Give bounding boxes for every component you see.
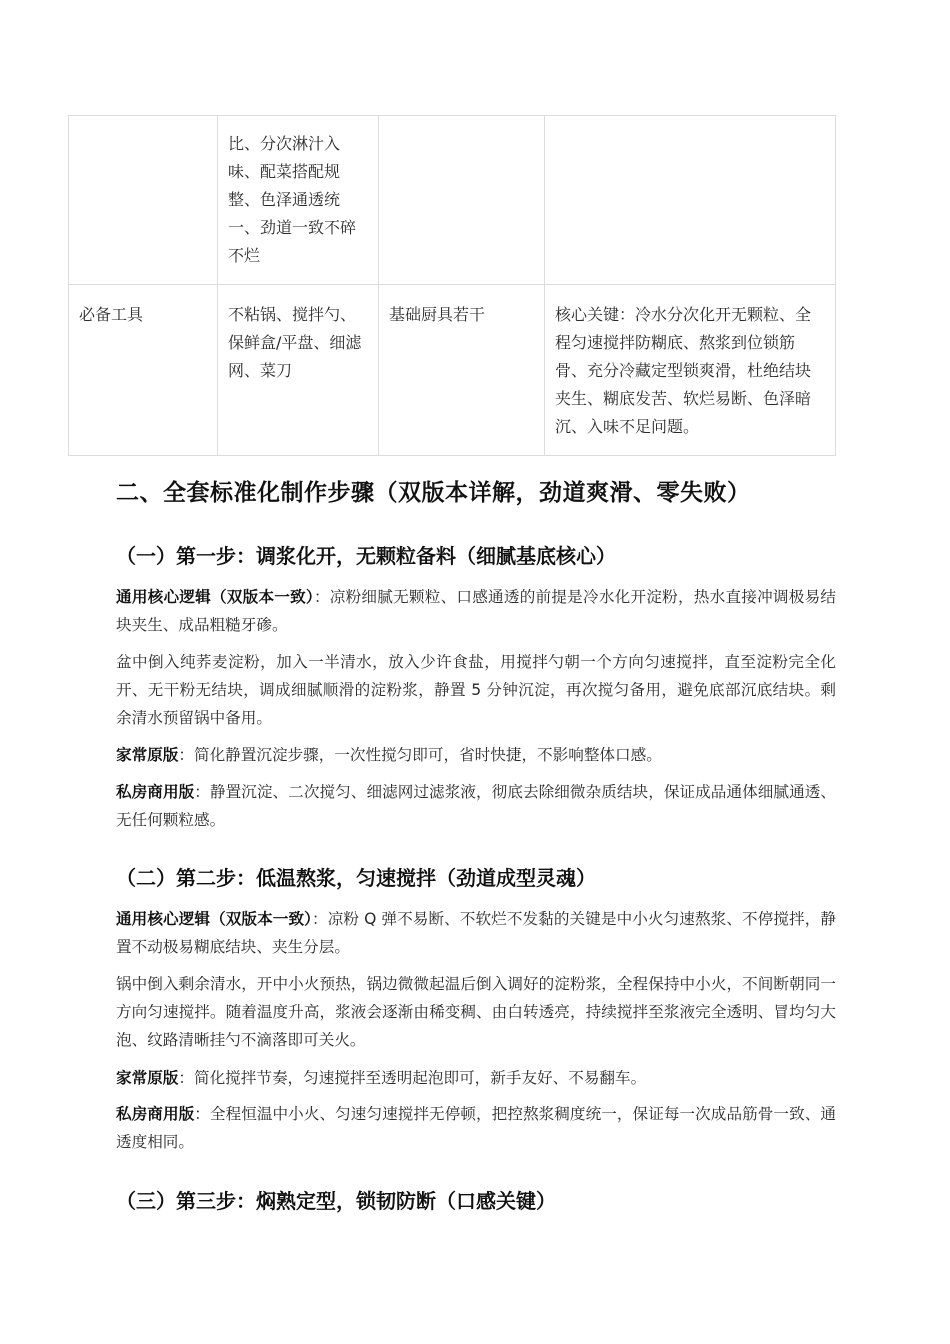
- table-cell: [379, 116, 545, 285]
- table-row: [69, 116, 836, 285]
- step2-pro-text: ：全程恒温中小火、匀速匀速搅拌无停顿，把控熬浆稠度统一，保证每一次成品筋骨一致、通透度相同。: [116, 1105, 836, 1151]
- step1-home-text: ：简化静置沉淀步骤，一次性搅匀即可，省时快捷，不影响整体口感。: [178, 746, 662, 764]
- step1-pro-label: 私房商用版: [116, 783, 195, 801]
- step2-body-paragraph: 锅中倒入剩余清水，开中小火预热，锅边微微起温后倒入调好的淀粉浆，全程保持中小火，不间断朝同一方向匀速搅拌。随着温度升高，浆液会逐渐由稀变稠、由白转透亮，持续搅拌至浆液完全透明、冒均匀大泡、纹路清晰挂勺不滴落即可关火。: [116, 975, 836, 1049]
- step2-home-text: ：简化搅拌节奏，匀速搅拌至透明起泡即可，新手友好、不易翻车。: [178, 1069, 647, 1087]
- step2-pro-paragraph: [116, 1100, 836, 1156]
- step1-home-paragraph: [116, 741, 836, 769]
- table-cell-key-points: 核心关键：冷水分次化开无颗粒、全程匀速搅拌防糊底、熬浆到位锁筋骨、充分冷藏定型锁爽滑，杜绝结块夹生、糊底发苦、软烂易断、色泽暗沉、入味不足问题。: [545, 285, 836, 456]
- section-heading: 二、全套标准化制作步骤（双版本详解，劲道爽滑、零失败）: [116, 480, 751, 506]
- table-cell: 比、分次淋汁入味、配菜搭配规整、色泽通透统一、劲道一致不碎不烂: [218, 116, 379, 285]
- step1-heading: （一）第一步：调浆化开，无颗粒备料（细腻基底核心）: [116, 544, 616, 568]
- step2-heading: （二）第二步：低温熬浆，匀速搅拌（劲道成型灵魂）: [116, 866, 596, 890]
- step2-home-label: 家常原版: [116, 1069, 179, 1087]
- step3-heading: （三）第三步：焖熟定型，锁韧防断（口感关键）: [116, 1189, 556, 1213]
- ingredient-table: [68, 115, 836, 456]
- step2-home-paragraph: [116, 1064, 836, 1092]
- step2-logic-text: ：凉粉 Q 弹不易断、不软烂不发黏的关键是中小火匀速熬浆、不停搅拌，静置不动极易糊底结块、夹生分层。: [116, 910, 836, 956]
- table-cell: 基础厨具若干: [379, 285, 545, 456]
- step2-logic-paragraph: [116, 905, 836, 961]
- step1-pro-text: ：静置沉淀、二次搅匀、细滤网过滤浆液，彻底去除细微杂质结块，保证成品通体细腻通透、无任何颗粒感。: [116, 783, 836, 829]
- step1-logic-label: 通用核心逻辑（双版本一致）: [116, 588, 314, 606]
- table-cell: 不粘锅、搅拌勺、保鲜盒/平盘、细滤网、菜刀: [218, 285, 379, 456]
- step1-body-paragraph: 盆中倒入纯荞麦淀粉，加入一半清水，放入少许食盐，用搅拌勺朝一个方向匀速搅拌，直至淀粉完全化开、无干粉无结块，调成细腻顺滑的淀粉浆，静置 5 分钟沉淀，再次搅匀备用，避免底部沉底结块。剩余清水预留锅中备用。: [116, 653, 836, 727]
- table-cell: [545, 116, 836, 285]
- step1-home-label: 家常原版: [116, 746, 179, 764]
- step1-pro-paragraph: [116, 778, 836, 834]
- step1-logic-paragraph: [116, 583, 836, 639]
- table-cell-tools-label: 必备工具: [69, 285, 218, 456]
- step1-logic-text: ：凉粉细腻无颗粒、口感通透的前提是冷水化开淀粉，热水直接冲调极易结块夹生、成品粗糙牙碜。: [116, 588, 836, 634]
- step2-pro-label: 私房商用版: [116, 1105, 195, 1123]
- table-row: [69, 285, 836, 456]
- table-cell: [69, 116, 218, 285]
- step2-logic-label: 通用核心逻辑（双版本一致）: [116, 910, 313, 928]
